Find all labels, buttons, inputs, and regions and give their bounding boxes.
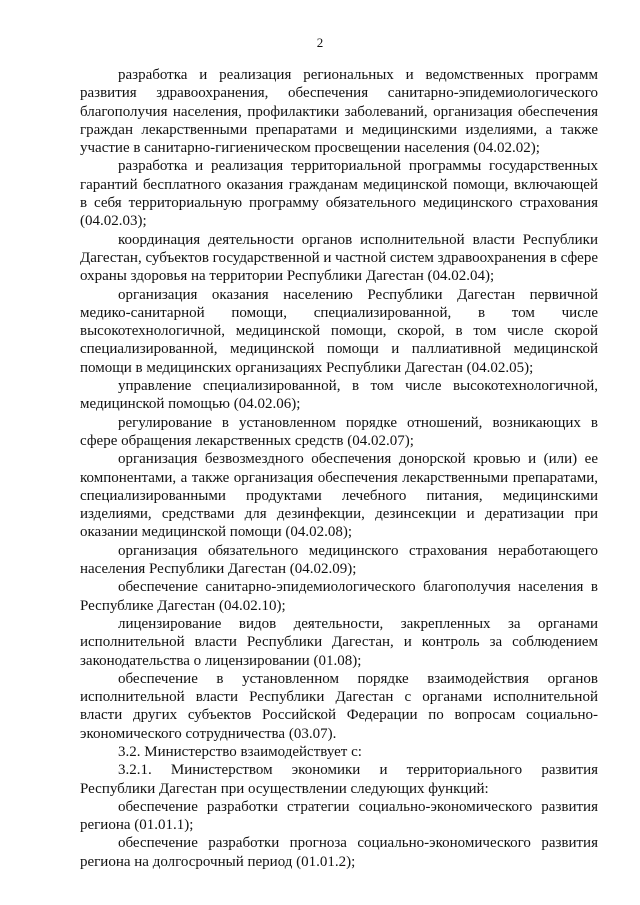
document-body <box>80 66 598 871</box>
paragraph-04-02-09: организация обязательного медицинского страхования неработающего населения Республики Дагестан (04.02.09); <box>80 542 598 578</box>
paragraph-04-02-10: обеспечение санитарно-эпидемиологического благополучия населения в Республике Дагестан (04.02.10); <box>80 579 598 614</box>
paragraph-03-07: обеспечение в установленном порядке взаимодействия органов исполнительной власти Республики Дагестан с органами исполнительной власти других субъектов Российской Федерации по вопросам социально-экономического сотрудничества (03.07). <box>80 670 598 742</box>
paragraph-04-02-06: управление специализированной, в том числе высокотехнологичной, медицинской помощью (04.02.06); <box>80 378 598 413</box>
paragraph-04-02-05: организация оказания населению Республики Дагестан первичной медико-санитарной помощи, специализированной, в том числе высокотехнологичной, медицинской помощи, скорой, в том числе скорой специализированной, медицинской помощи и паллиативной медицинской помощи в медицинских организациях Республики Дагестан (04.02.05); <box>80 286 598 376</box>
paragraph-04-02-08: организация безвозмездного обеспечения донорской кровью и (или) ее компонентами, а также организация обеспечения лекарственными препаратами, специализированными продуктами лечебного питания, медицинскими изделиями, средствами для дезинфекции, дезинсекции и дератизации при оказании медицинской помощи (04.02.08); <box>80 451 598 541</box>
paragraph-01-01-2: обеспечение разработки прогноза социально-экономического развития региона на долгосрочный период (01.01.2); <box>80 835 598 870</box>
page-number: 2 <box>316 35 324 50</box>
paragraph-01-08: лицензирование видов деятельности, закрепленных за органами исполнительной власти Республики Дагестан, и контроль за соблюдением законодательства о лицензировании (01.08); <box>80 615 598 669</box>
section-3-2-1-heading: 3.2.1. Министерством экономики и территориального развития Республики Дагестан при осуществлении следующих функций: <box>80 762 598 797</box>
paragraph-04-02-04: координация деятельности органов исполнительной власти Республики Дагестан, субъектов государственной и частной систем здравоохранения в сфере охраны здоровья на территории Республики Дагестан (04.02.04); <box>80 231 598 285</box>
section-3-2-heading: 3.2. Министерство взаимодействует с: <box>118 743 362 760</box>
paragraph-01-01-1: обеспечение разработки стратегии социально-экономического развития региона (01.01.1); <box>80 798 598 834</box>
paragraph-04-02-07: регулирование в установленном порядке отношений, возникающих в сфере обращения лекарственных средств (04.02.07); <box>80 414 598 449</box>
paragraph-04-02-03: разработка и реализация территориальной программы государственных гарантий бесплатного оказания гражданам медицинской помощи, включающей в себя территориальную программу обязательного медицинского страхования (04.02.03); <box>80 158 598 230</box>
paragraph-04-02-02: разработка и реализация региональных и ведомственных программ развития здравоохранения, обеспечения санитарно-эпидемиологического благополучия населения, профилактики заболеваний, организация обеспечения граждан лекарственными препаратами и медицинскими изделиями, а также участие в санитарно-гигиеническом просвещении населения (04.02.02); <box>80 67 598 157</box>
